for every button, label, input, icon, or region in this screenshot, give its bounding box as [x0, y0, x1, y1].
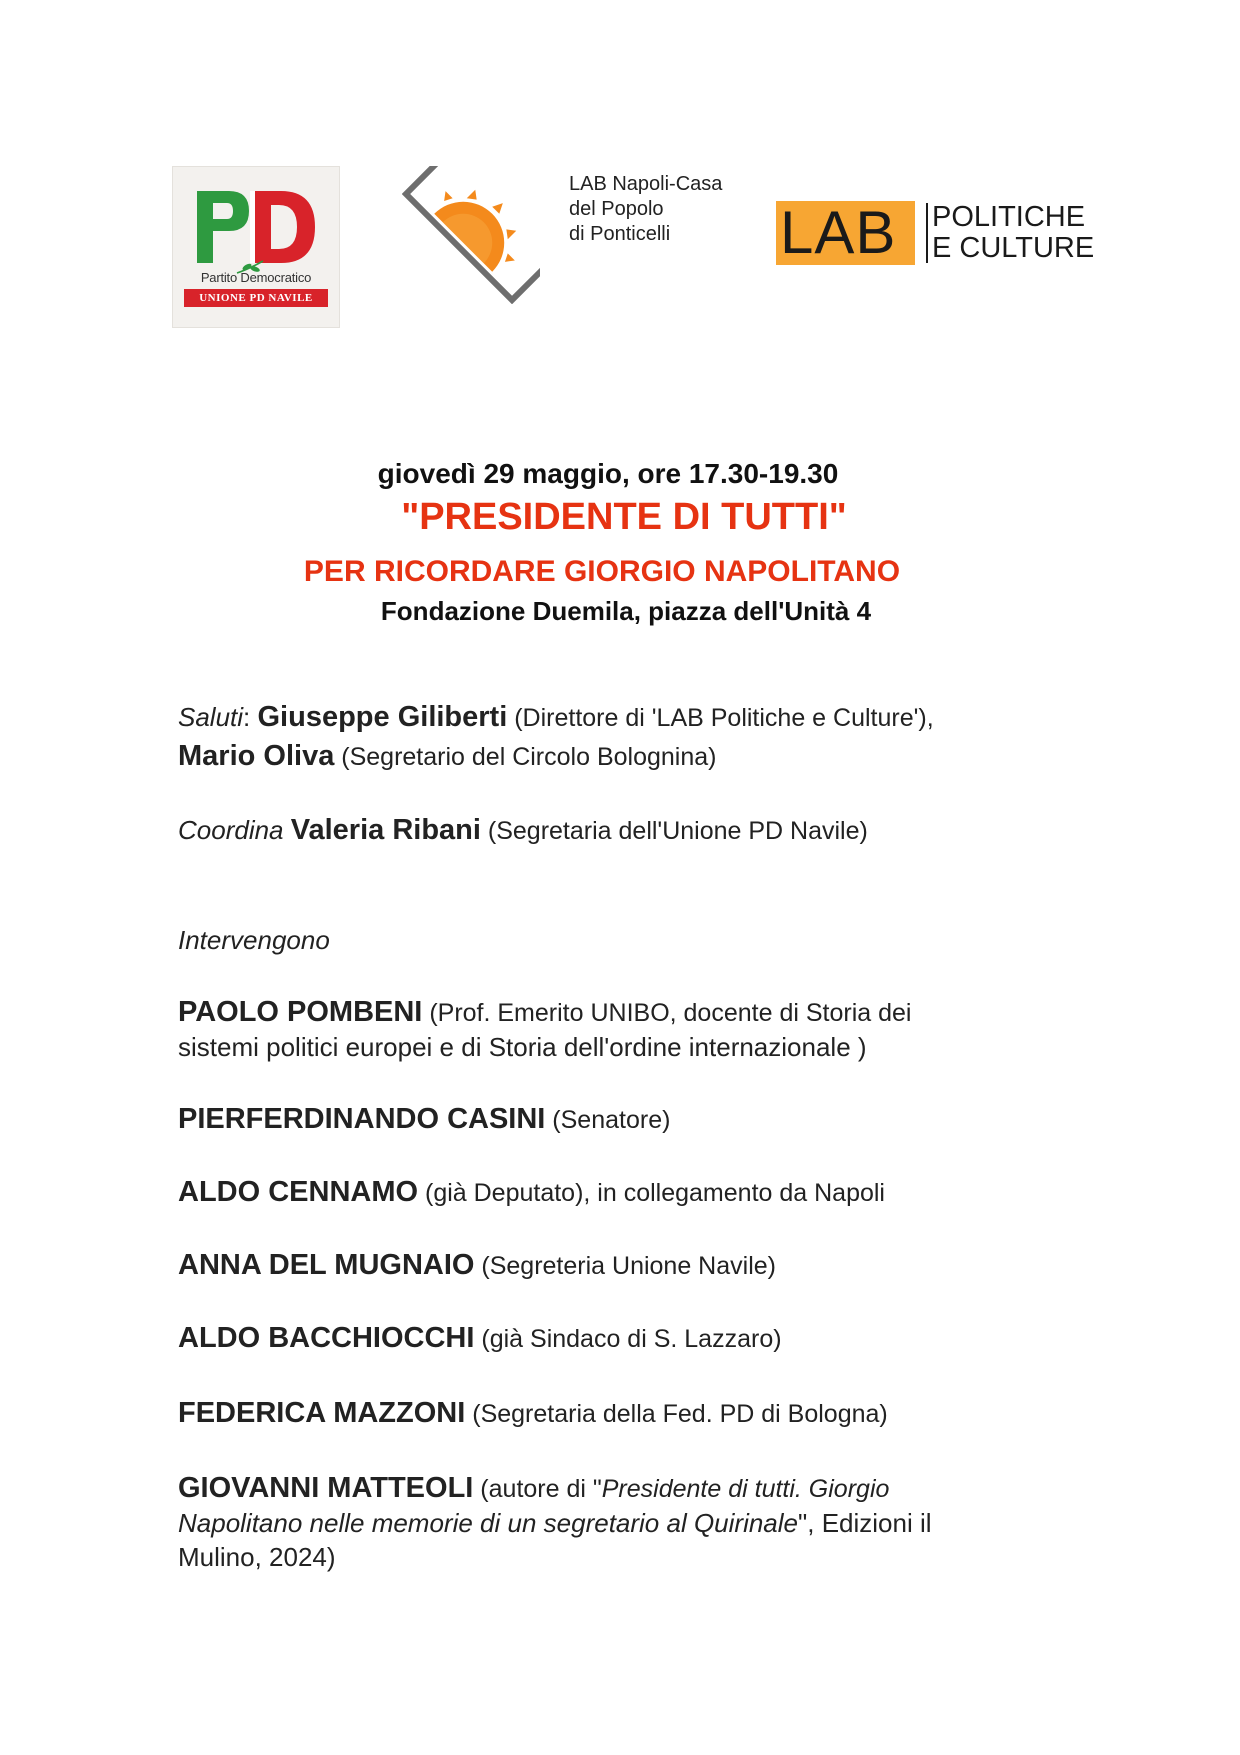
speaker-name: ALDO BACCHIOCCHI: [178, 1322, 475, 1354]
speaker-item: [178, 1248, 1078, 1283]
lab-politiche-words: [932, 202, 1094, 264]
greetings-label: Saluti: [178, 702, 244, 732]
lab-napoli-line3: di Ponticelli: [569, 223, 671, 245]
lab-napoli-line2: del Popolo: [569, 198, 664, 220]
coordinator-role: (Segretaria dell'Unione PD Navile): [480, 817, 868, 845]
lab-mark: LAB: [780, 199, 897, 266]
greetings-line-2: [178, 739, 1078, 774]
speaker-name: PIERFERDINANDO CASINI: [178, 1103, 546, 1135]
pd-logo: [172, 166, 340, 328]
speaker-name: GIOVANNI MATTEOLI: [178, 1472, 474, 1504]
publisher-part: ", Edizioni il: [798, 1508, 932, 1538]
speaker-name: ALDO CENNAMO: [178, 1176, 419, 1208]
book-title-part1: Presidente di tutti. Giorgio: [601, 1475, 890, 1503]
pd-union-banner: UNIONE PD NAVILE: [184, 289, 328, 307]
speaker-name: PAOLO POMBENI: [178, 996, 423, 1028]
publisher-line: Mulino, 2024): [178, 1542, 336, 1572]
speaker-item: [178, 1396, 1078, 1431]
event-date: giovedì 29 maggio, ore 17.30-19.30: [377, 458, 839, 489]
lab-divider: [926, 203, 928, 263]
coordinator-name: Valeria Ribani: [290, 814, 481, 846]
greetings-line-1: [178, 700, 1078, 735]
speaker-item: [178, 995, 1078, 1030]
lab-napoli-label: [569, 172, 722, 247]
speaker-role: (già Deputato), in collegamento da Napoli: [418, 1179, 885, 1207]
speaker-role: (Segreteria Unione Navile): [474, 1252, 776, 1280]
speaker-item: [178, 1102, 1078, 1137]
speaker-role: (Senatore): [545, 1106, 671, 1134]
speaker-role: (già Sindaco di S. Lazzaro): [474, 1325, 782, 1353]
event-venue: Fondazione Duemila, piazza dell'Unità 4: [380, 596, 872, 626]
speaker-item-last: [178, 1471, 1078, 1506]
speaker-role: (Prof. Emerito UNIBO, docente di Storia dei: [422, 999, 912, 1027]
speaker-name: ANNA DEL MUGNAIO: [178, 1249, 475, 1281]
coordinator-line: [178, 813, 1078, 848]
lab-politiche-line1: POLITICHE: [932, 201, 1086, 233]
speakers-label: Intervengono: [178, 925, 330, 955]
book-title-line: [178, 1506, 1078, 1540]
greeter-name: Mario Oliva: [178, 740, 335, 772]
pd-letters-icon: [197, 191, 315, 263]
speaker-role-continued: sistemi politici europei e di Storia dell'ordine internazionale ): [178, 1032, 867, 1062]
speaker-role-pre: (autore di ": [473, 1475, 602, 1503]
speaker-item: [178, 1175, 1078, 1210]
lab-politiche-line2: E CULTURE: [932, 232, 1095, 264]
greeter-name: Giuseppe Giliberti: [257, 701, 508, 733]
pd-party-name: Partito Democratico: [200, 270, 312, 285]
lab-politiche-logo: [776, 201, 915, 265]
greeter-role: (Direttore di 'LAB Politiche e Culture'),: [507, 704, 934, 732]
rising-sun-logo-icon: [402, 166, 540, 304]
book-title-part2: Napolitano nelle memorie di un segretario al Quirinale: [178, 1508, 799, 1538]
speaker-name: FEDERICA MAZZONI: [178, 1397, 466, 1429]
coordinator-label: Coordina: [178, 815, 284, 845]
speaker-item: [178, 1321, 1078, 1356]
speaker-role: (Segretaria della Fed. PD di Bologna): [465, 1400, 888, 1428]
greetings-sep: :: [243, 702, 258, 732]
lab-napoli-line1: LAB Napoli-Casa: [569, 173, 723, 195]
event-subtitle: PER RICORDARE GIORGIO NAPOLITANO: [303, 555, 901, 588]
event-title: "PRESIDENTE DI TUTTI": [401, 496, 847, 538]
greeter-role: (Segretario del Circolo Bolognina): [334, 743, 717, 771]
